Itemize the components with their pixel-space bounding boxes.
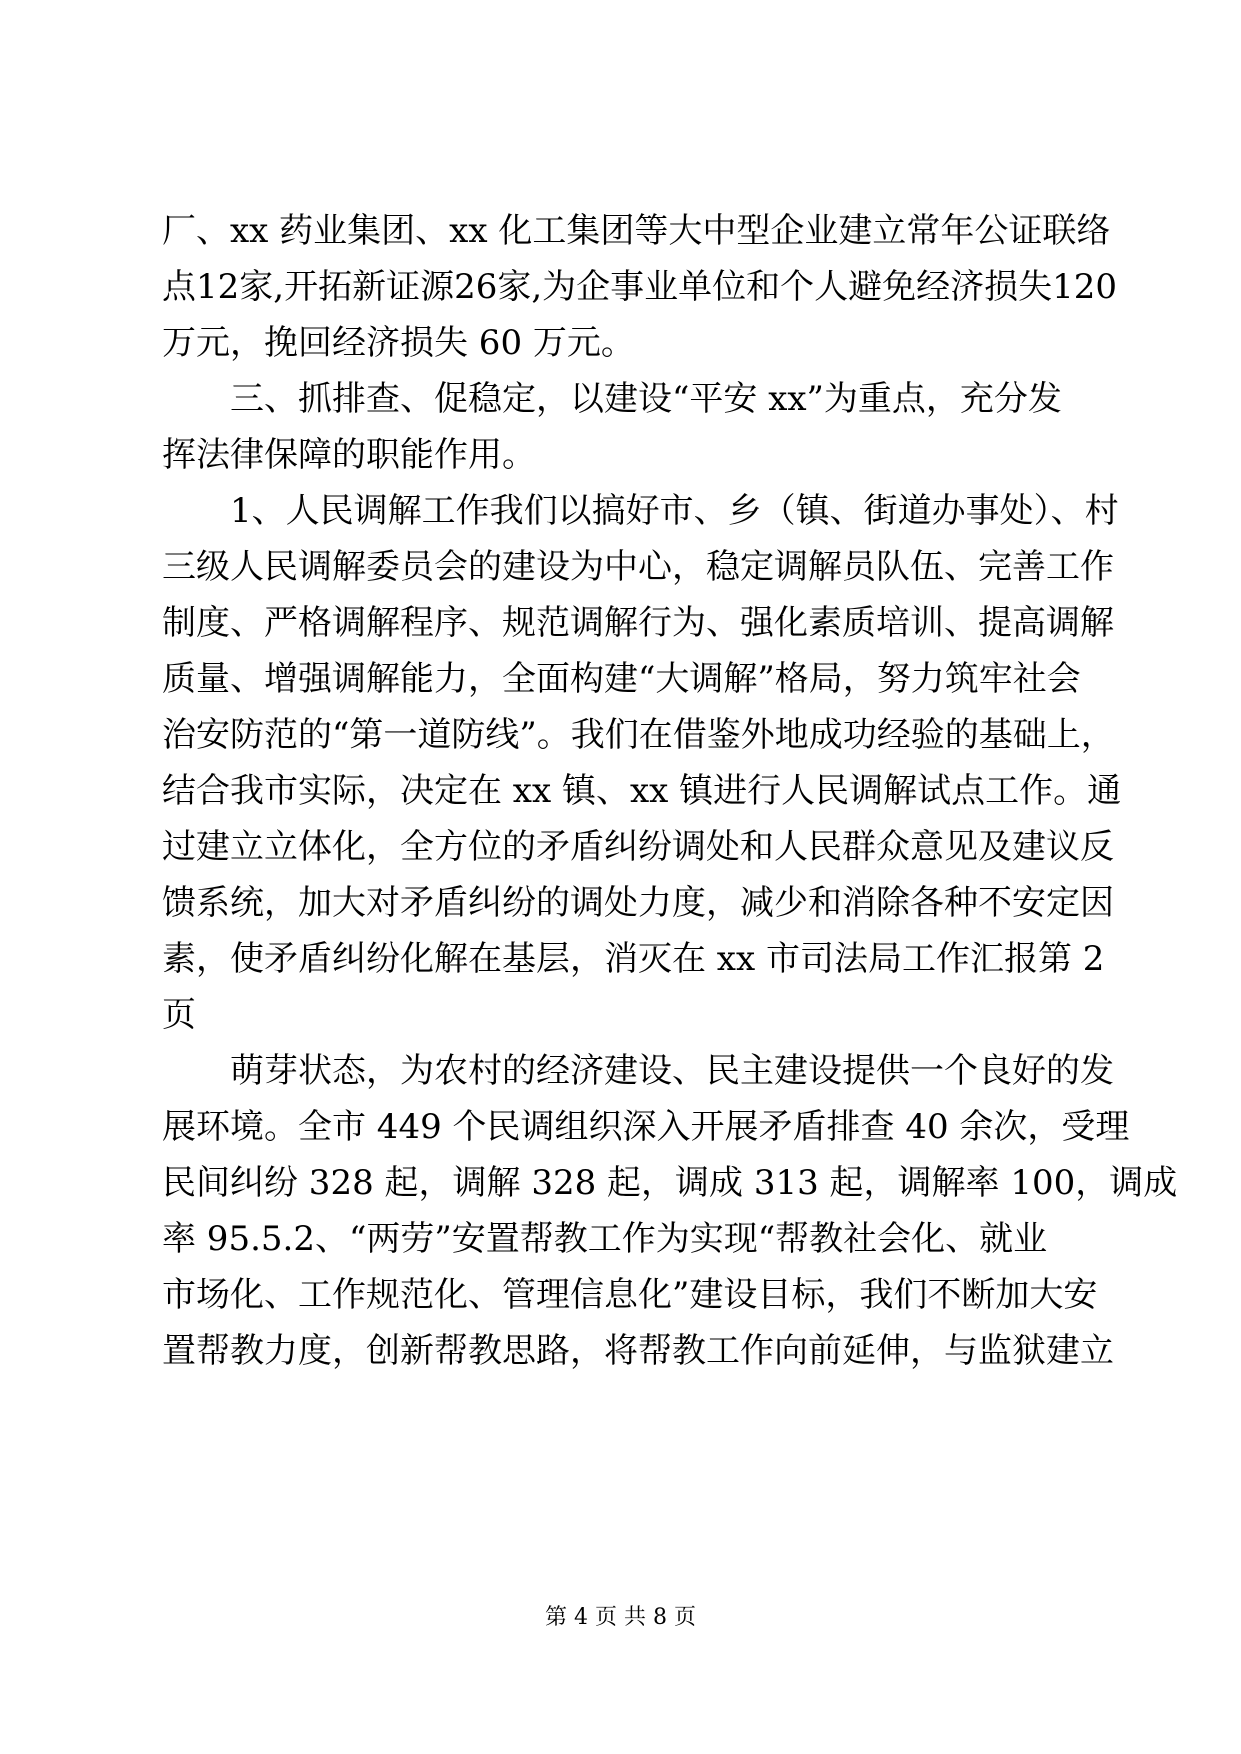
body-line: 万元，挽回经济损失 60 万元。 xyxy=(162,323,635,363)
body-line: 馈系统，加大对矛盾纠纷的调处力度，减少和消除各种不安定因 xyxy=(162,883,1114,923)
body-line: 结合我市实际，决定在 xx 镇、xx 镇进行人民调解试点工作。通 xyxy=(162,771,1122,811)
body-line: 置帮教力度，创新帮教思路，将帮教工作向前延伸，与监狱建立 xyxy=(162,1331,1114,1371)
page-footer: 第 4 页 共 8 页 xyxy=(545,1605,696,1630)
body-line: 质量、增强调解能力，全面构建“大调解”格局，努力筑牢社会 xyxy=(162,659,1081,699)
body-line: 页 xyxy=(162,995,196,1035)
body-line: 率 95.5.2、“两劳”安置帮教工作为实现“帮教社会化、就业 xyxy=(162,1219,1048,1259)
body-line: 三级人民调解委员会的建设为中心，稳定调解员队伍、完善工作 xyxy=(162,547,1114,587)
body-line: 厂、xx 药业集团、xx 化工集团等大中型企业建立常年公证联络 xyxy=(162,211,1111,251)
body-line: 展环境。全市 449 个民调组织深入开展矛盾排查 40 余次，受理 xyxy=(162,1107,1130,1147)
body-line: 三、抓排查、促稳定，以建设“平安 xx”为重点，充分发 xyxy=(162,379,1062,419)
body-line: 民间纠纷 328 起，调解 328 起，调成 313 起，调解率 100，调成 xyxy=(162,1163,1178,1203)
body-line: 市场化、工作规范化、管理信息化”建设目标，我们不断加大安 xyxy=(162,1275,1098,1315)
body-line: 挥法律保障的职能作用。 xyxy=(162,435,536,475)
body-line: 治安防范的“第一道防线”。我们在借鉴外地成功经验的基础上， xyxy=(162,715,1115,755)
body-line: 萌芽状态，为农村的经济建设、民主建设提供一个良好的发 xyxy=(162,1051,1114,1091)
body-line: 过建立立体化，全方位的矛盾纠纷调处和人民群众意见及建议反 xyxy=(162,827,1114,867)
body-line: 1、人民调解工作我们以搞好市、乡（镇、街道办事处）、村 xyxy=(162,491,1119,531)
body-line: 点12家,开拓新证源26家,为企事业单位和个人避免经济损失120 xyxy=(162,267,1118,307)
body-line: 素，使矛盾纠纷化解在基层，消灭在 xx 市司法局工作汇报第 2 xyxy=(162,939,1105,979)
body-line: 制度、严格调解程序、规范调解行为、强化素质培训、提高调解 xyxy=(162,603,1114,643)
